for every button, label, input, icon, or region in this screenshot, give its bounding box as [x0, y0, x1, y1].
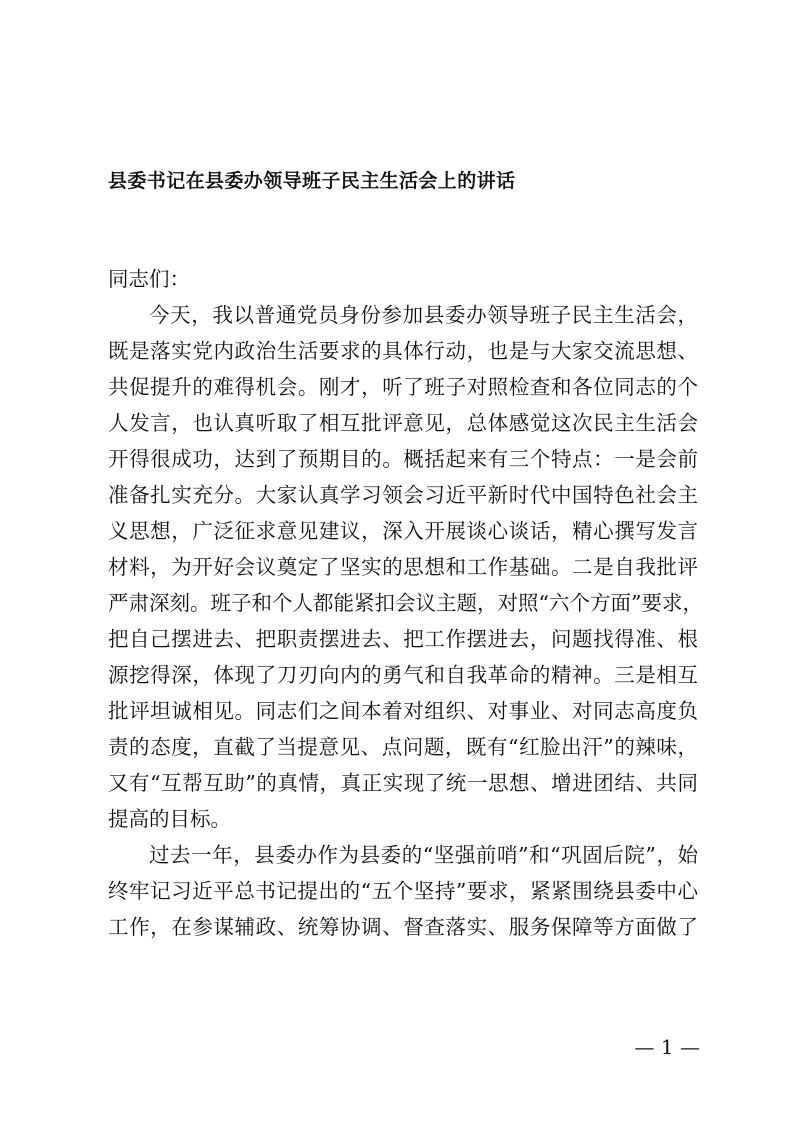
paragraph-1-line: 材料，为开好会议奠定了坚实的思想和工作基础。二是自我批评 [108, 555, 698, 579]
paragraph-1-line: 批评坦诚相见。同志们之间本着对组织、对事业、对同志高度负 [108, 699, 698, 723]
paragraph-1-line: 今天，我以普通党员身份参加县委办领导班子民主生活会， [149, 303, 698, 327]
paragraph-2-line: 过去一年，县委办作为县委的“坚强前哨”和“巩固后院”，始 [149, 843, 698, 867]
paragraph-1-line: 准备扎实充分。大家认真学习领会习近平新时代中国特色社会主 [108, 483, 698, 507]
paragraph-1-line: 把自己摆进去、把职责摆进去、把工作摆进去，问题找得准、根 [108, 627, 698, 651]
page-number: — 1 — [634, 1035, 700, 1059]
document-title: 县委书记在县委办领导班子民主生活会上的讲话 [108, 170, 516, 192]
paragraph-1-line: 既是落实党内政治生活要求的具体行动，也是与大家交流思想、 [108, 339, 698, 363]
paragraph-1-line: 人发言，也认真听取了相互批评意见，总体感觉这次民主生活会 [108, 411, 698, 435]
paragraph-1-line: 严肃深刻。班子和个人都能紧扣会议主题，对照“六个方面”要求， [108, 591, 703, 615]
salutation: 同志们： [108, 267, 190, 291]
paragraph-1-line: 开得很成功，达到了预期目的。概括起来有三个特点：一是会前 [108, 447, 698, 471]
paragraph-2-line: 工作，在参谋辅政、统筹协调、督查落实、服务保障等方面做了 [108, 915, 698, 939]
paragraph-1-line: 提高的目标。 [108, 807, 231, 831]
paragraph-1-line: 又有“互帮互助”的真情，真正实现了统一思想、增进团结、共同 [108, 771, 698, 795]
paragraph-2-line: 终牢记习近平总书记提出的“五个坚持”要求，紧紧围绕县委中心 [108, 879, 698, 903]
document-body [108, 261, 703, 945]
paragraph-1-line: 源挖得深，体现了刀刃向内的勇气和自我革命的精神。三是相互 [108, 663, 698, 687]
paragraph-1-line: 共促提升的难得机会。刚才，听了班子对照检查和各位同志的个 [108, 375, 698, 399]
paragraph-1-line: 责的态度，直截了当提意见、点问题，既有“红脸出汗”的辣味， [108, 735, 698, 759]
paragraph-1-line: 义思想，广泛征求意见建议，深入开展谈心谈话，精心撰写发言 [108, 519, 698, 543]
